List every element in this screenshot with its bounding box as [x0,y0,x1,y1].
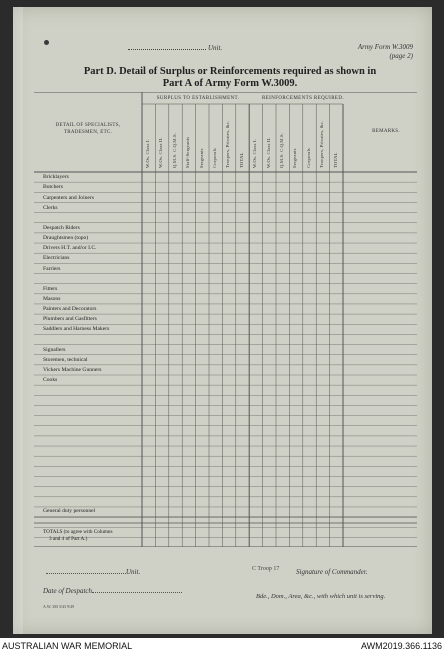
row-label: Cooks [43,377,58,384]
surplus-column-header: Staff-Sergeants [185,136,191,168]
totals-line-1: TOTALS (to agree with Columns [43,529,113,535]
despatch-label: Date of Despatch [43,587,92,595]
tape-edge [13,7,23,634]
detail-table [34,92,417,547]
signature-label: Signature of Commander. [296,568,368,576]
row-label: Carpenters and Joiners [43,194,94,201]
reinforcement-column-header: W.Os. Class I. [252,138,258,168]
footer-unit-label: Unit. [126,568,141,576]
header-form-ref [341,43,413,61]
row-label: Saddlers and Harness Makers [43,326,110,333]
page-reference: (page 2) [389,52,413,60]
footer-unit [46,568,140,576]
totals-row [43,529,113,543]
reinforcement-column-header: Sergeants [292,148,298,168]
date-of-despatch [43,587,182,595]
row-label: Farriers [43,265,61,272]
form-title [60,66,400,90]
form-reference: Army Form W.3009 [357,43,413,51]
row-label: Butchers [43,184,63,191]
reinforcement-column-header: W.Os. Class II. [265,137,271,168]
row-label: Clerks [43,204,58,211]
surplus-column-header: TOTAL [238,152,244,168]
remarks-heading: REMARKS. [372,129,400,134]
header-unit-label: Unit. [208,44,223,52]
reinforcement-column-header: Corporals [305,148,311,168]
caption-institution: AUSTRALIAN WAR MEMORIAL [2,641,133,651]
punch-hole [44,40,49,45]
header-unit [128,44,222,52]
brigade-label: Bde., Dom., Area, &c., with which unit is serving. [256,593,386,600]
row-label: Electricians [43,255,70,262]
surplus-column-header: W.Os. Class I. [145,138,150,168]
title-line-2: Part A of Army Form W.3009. [162,78,298,89]
title-line-1: Part D. Detail of Surplus or Reinforcements required as shown in [83,66,377,77]
reinforcement-column-header: TOTAL [332,152,338,168]
surplus-column-header: Sergeants [198,148,204,168]
surplus-heading: SURPLUS TO ESTABLISHMENT. [156,96,240,101]
detail-heading: DETAIL OF SPECIALISTS, TRADESMEN, ETC. [55,123,121,135]
general-duty-row: General duty personnel [43,508,96,514]
row-label: Vickers Machine Gunners [43,367,102,374]
row-label: Storemen, technical [43,356,88,363]
row-label: Despatch Riders [43,224,80,231]
surplus-column-header: Q.M.S. C.Q.M.S. [171,132,177,168]
form-number: A.W. 3M 3/43 9/49 [43,604,75,609]
row-label: Draughtsmen (topo) [43,235,89,242]
row-label: Fitters [43,285,58,292]
caption-accession: AWM2019.366.1136 [360,641,442,651]
row-label: Masons [43,296,61,302]
row-label: Plumbers and Gasfitters [43,316,97,323]
surplus-column-header: Corporals [212,148,217,168]
row-label: Bricklayers [43,174,69,181]
row-label: Drivers H.T. and/or I.C. [43,245,97,252]
row-label: Painters and Decorators [43,306,97,313]
totals-line-2: 3 and 4 of Part A.) [49,536,88,542]
reinforcement-column-header: Q.M.S. C.Q.M.S. [279,132,284,168]
reinforcements-heading: REINFORCEMENTS REQUIRED. [261,96,345,101]
reinforcement-column-header: Troopers, Privates, &c. [319,120,325,168]
surplus-column-header: W.Os. Class II. [158,137,164,168]
troop-stamp: C Troop 17 [252,566,280,572]
row-label: Signallers [43,346,66,353]
surplus-column-header: Troopers, Privates, &c. [225,120,231,168]
